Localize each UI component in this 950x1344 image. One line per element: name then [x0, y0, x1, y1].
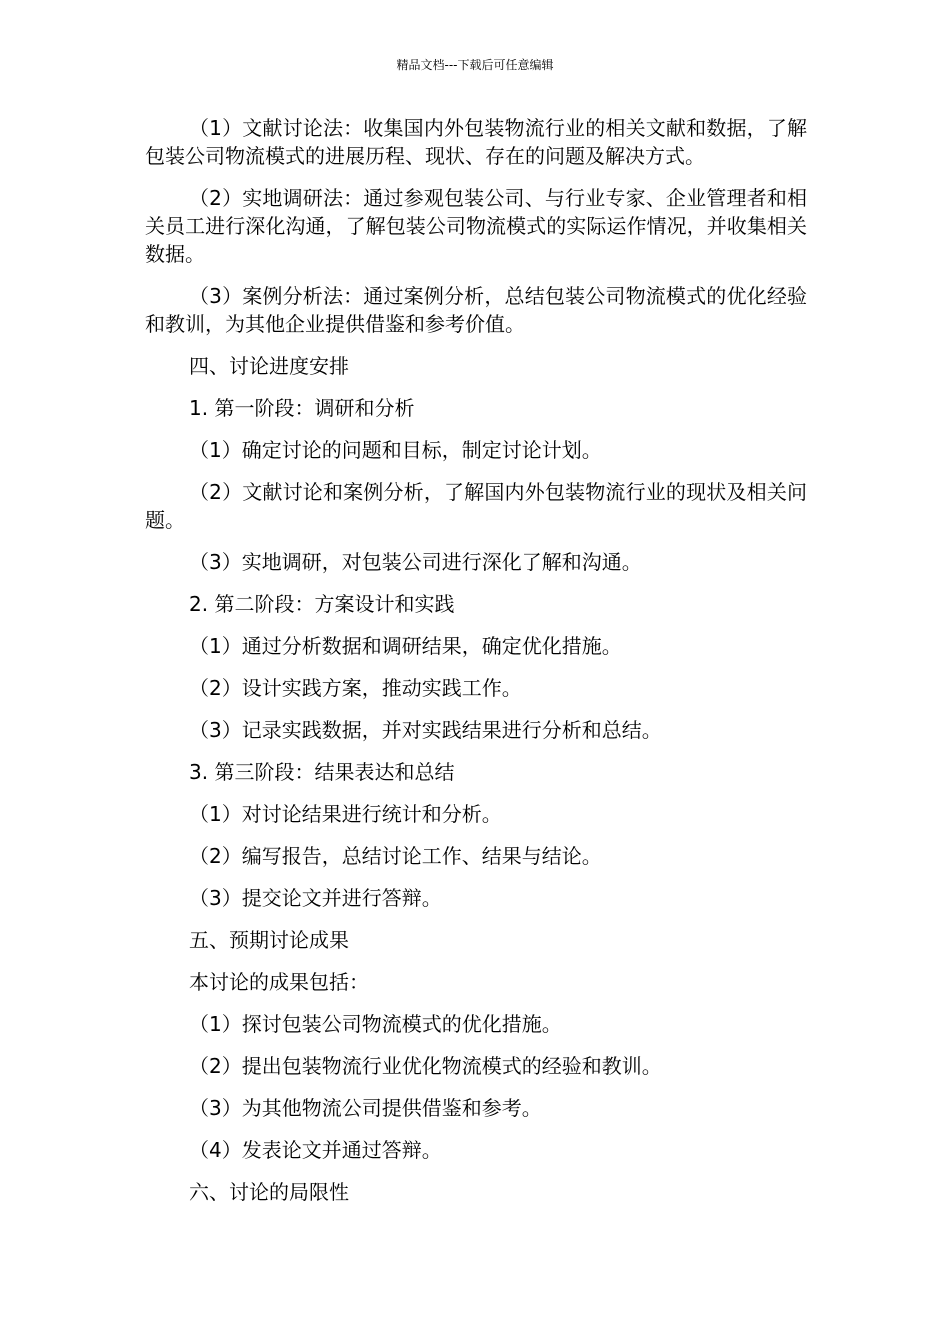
stage-heading-3: 3. 第三阶段：结果表达和总结	[189, 760, 455, 784]
list-item: （1）通过分析数据和调研结果，确定优化措施。	[189, 634, 622, 658]
list-item: （3）实地调研，对包装公司进行深化了解和沟通。	[189, 550, 642, 574]
list-item: （2）设计实践方案，推动实践工作。	[189, 676, 522, 700]
list-item: （1）对讨论结果进行统计和分析。	[189, 802, 502, 826]
paragraph-method-fieldwork: （2）实地调研法：通过参观包装公司、与行业专家、企业管理者和相关员工进行深化沟通，了解包装公司物流模式的实际运作情况，并收集相关数据。	[145, 186, 807, 266]
list-item: （2）编写报告，总结讨论工作、结果与结论。	[189, 844, 602, 868]
section-heading-schedule: 四、讨论进度安排	[189, 354, 349, 378]
stage-heading-2: 2. 第二阶段：方案设计和实践	[189, 592, 455, 616]
stage-heading-1: 1. 第一阶段：调研和分析	[189, 396, 415, 420]
outcomes-intro: 本讨论的成果包括：	[189, 970, 369, 994]
list-item: （2）文献讨论和案例分析，了解国内外包装物流行业的现状及相关问题。	[145, 480, 807, 532]
list-item: （1）确定讨论的问题和目标，制定讨论计划。	[189, 438, 602, 462]
list-item: （2）提出包装物流行业优化物流模式的经验和教训。	[189, 1054, 662, 1078]
page-header: 精品文档---下载后可任意编辑	[396, 58, 554, 72]
list-item: （3）为其他物流公司提供借鉴和参考。	[189, 1096, 542, 1120]
document-body	[145, 114, 807, 1220]
list-item: （4）发表论文并通过答辩。	[189, 1138, 442, 1162]
section-heading-outcomes: 五、预期讨论成果	[189, 928, 349, 952]
paragraph-method-literature: （1）文献讨论法：收集国内外包装物流行业的相关文献和数据，了解包装公司物流模式的进展历程、现状、存在的问题及解决方式。	[145, 116, 807, 168]
list-item: （3）记录实践数据，并对实践结果进行分析和总结。	[189, 718, 662, 742]
section-heading-limitations: 六、讨论的局限性	[189, 1180, 349, 1204]
list-item: （1）探讨包装公司物流模式的优化措施。	[189, 1012, 562, 1036]
paragraph-method-case-study: （3）案例分析法：通过案例分析，总结包装公司物流模式的优化经验和教训，为其他企业提供借鉴和参考价值。	[145, 284, 807, 336]
list-item: （3）提交论文并进行答辩。	[189, 886, 442, 910]
